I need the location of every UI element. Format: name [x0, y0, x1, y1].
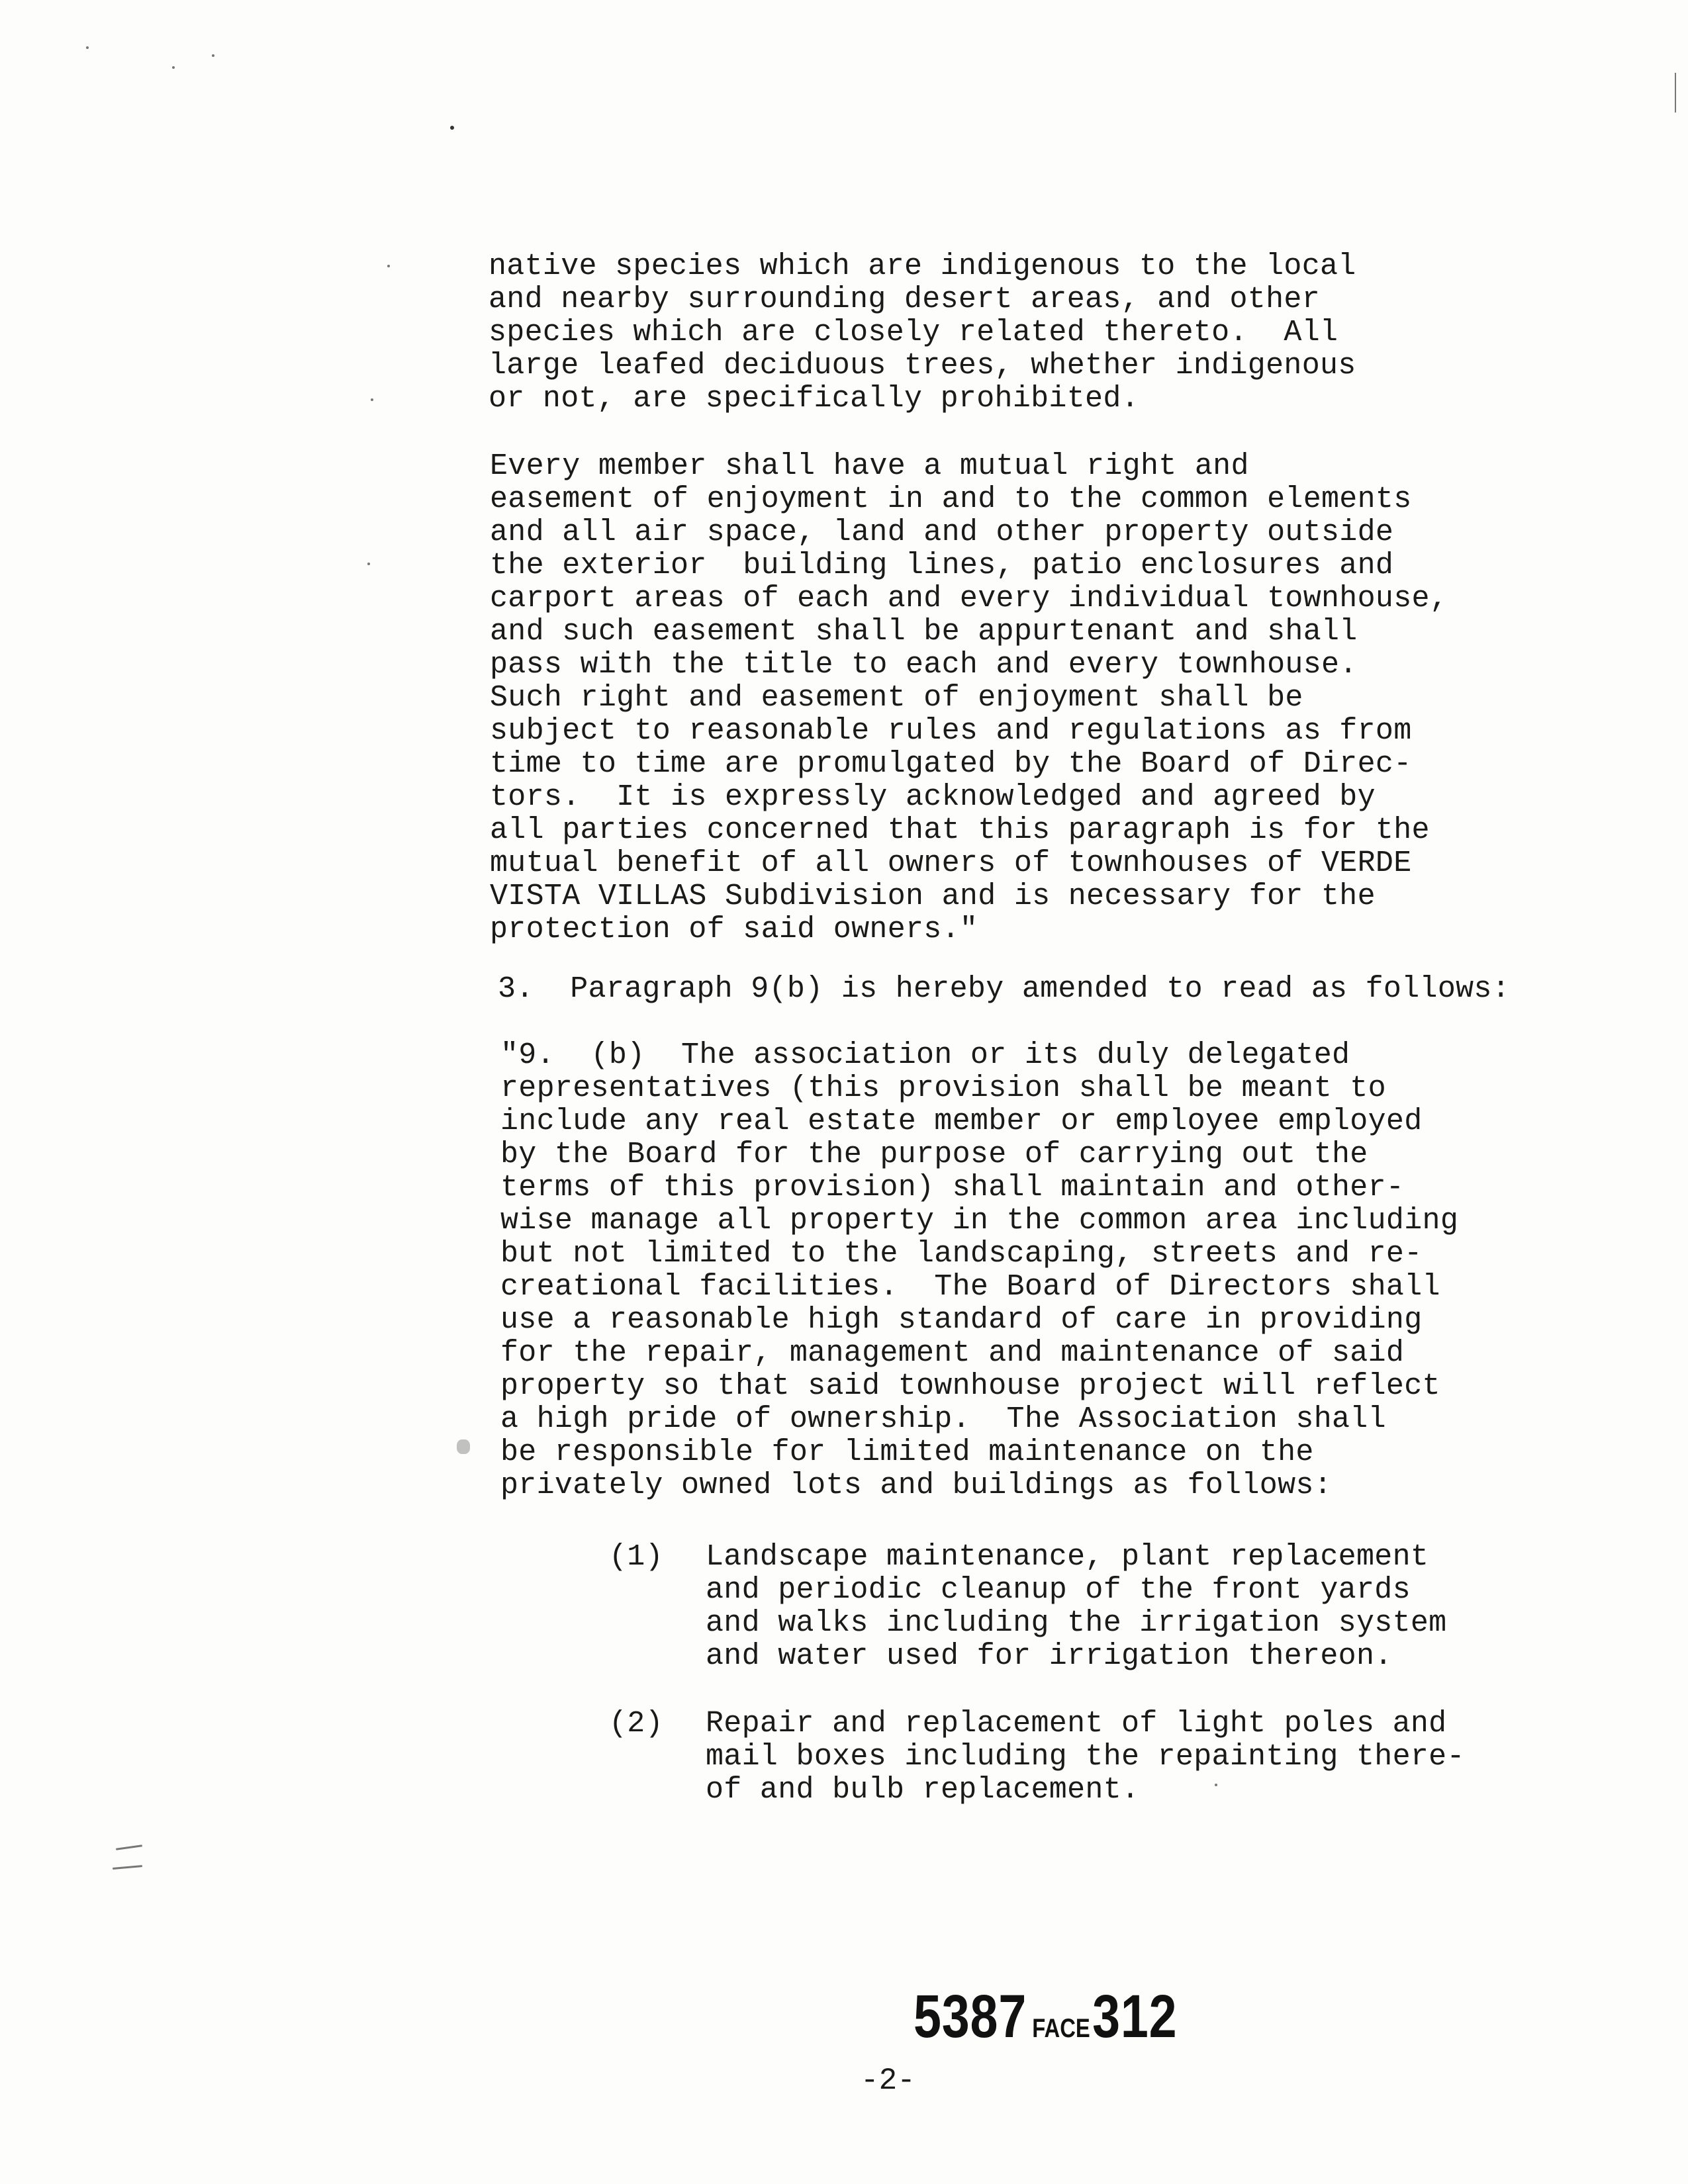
scan-speck	[387, 265, 390, 267]
list-item-light-poles-mailboxes: Repair and replacement of light poles and mail boxes including the repainting there- of and bulb replacement.	[706, 1707, 1465, 1807]
list-item-number: (2)	[609, 1707, 663, 1741]
scan-smudge	[457, 1439, 470, 1454]
book-page-stamp	[914, 1982, 1177, 2052]
paragraph-mutual-right-easement: Every member shall have a mutual right and easement of enjoyment in and to the common elements and all air space, land and other property outside the exterior building lines, patio enclosures and carport areas of each and every individual townhouse, and such easement shall be appurtenant and shall pass with the title to each and every townhouse. Such right and easement of enjoyment shall be subject to reasonable rules and regulations as from time to time are promulgated by the Board of Direc- tors. It is expressly acknowledged and agreed by all parties concerned that this paragraph is for the mutual benefit of all owners of townhouses of VERDE VISTA VILLAS Subdivision and is necessary for the protection of said owners."	[490, 449, 1448, 946]
scan-speck	[450, 126, 454, 130]
scan-speck	[116, 1844, 142, 1850]
list-item-number: (1)	[609, 1540, 663, 1574]
page-number: -2-	[861, 2064, 915, 2098]
list-item-landscape-maintenance: Landscape maintenance, plant replacement and periodic cleanup of the front yards and walks including the irrigation system and water used for irrigation thereon.	[706, 1540, 1447, 1673]
scan-speck	[212, 54, 214, 57]
scan-speck	[371, 398, 373, 401]
scan-speck	[172, 66, 175, 69]
scan-speck	[367, 563, 370, 565]
stamp-book-number: 5387	[914, 1983, 1027, 2050]
scan-speck	[86, 46, 89, 49]
scan-speck	[113, 1865, 142, 1870]
paragraph-native-species: native species which are indigenous to the local and nearby surrounding desert areas, and other species which are closely related thereto. All large leafed deciduous trees, whether indigenous or not, are specifically prohibited.	[489, 250, 1356, 416]
paragraph-amendment-heading: 3. Paragraph 9(b) is hereby amended to read as follows:	[498, 972, 1511, 1006]
scan-edge-mark	[1675, 73, 1676, 113]
stamp-page-number: 312	[1092, 1983, 1178, 2050]
paragraph-association-maintenance: "9. (b) The association or its duly delegated representatives (this provision shall be meant to include any real estate member or employee employed by the Board for the purpose of carrying out the terms of this provision) shall maintain and other- wise manage all property in the common area including but not limited to the landscaping, streets and re- creational facilities. The Board of Directors shall use a reasonable high standard of care in providing for the repair, management and maintenance of said property so that said townhouse project will reflect a high pride of ownership. The Association shall be responsible for limited maintenance on the privately owned lots and buildings as follows:	[500, 1038, 1459, 1502]
stamp-face-label: FACE	[1032, 2014, 1090, 2043]
